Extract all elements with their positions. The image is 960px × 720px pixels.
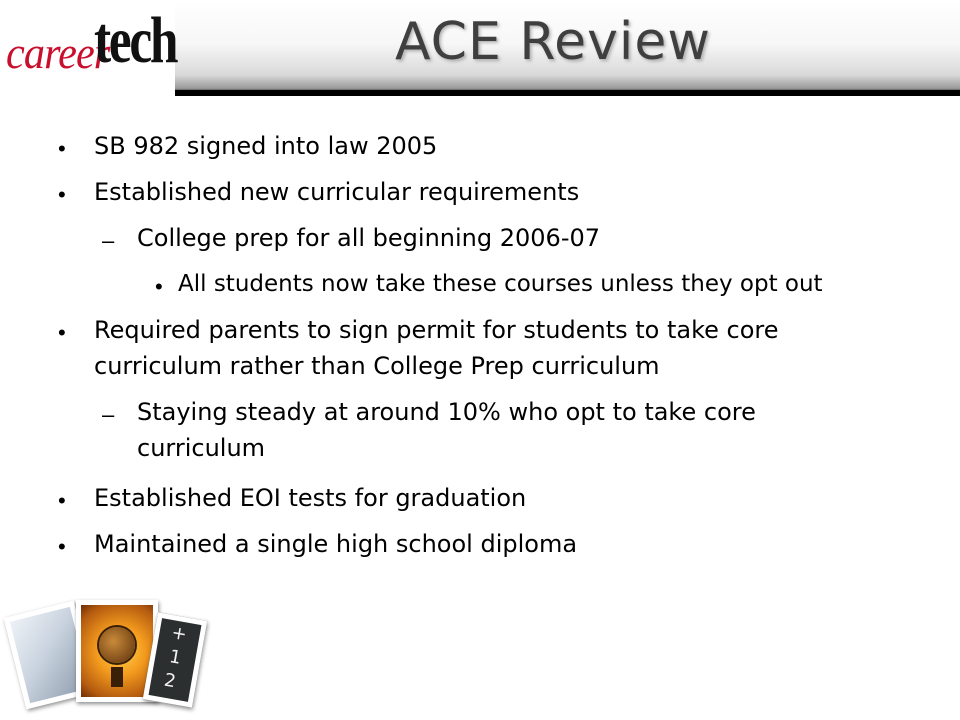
bullet-item: Maintained a single high school diploma: [94, 530, 578, 558]
logo-career-text: career: [6, 27, 110, 78]
header-divider: [175, 90, 960, 96]
sub-bullet-item: Staying steady at around 10% who opt to take core curriculum: [137, 398, 756, 462]
bullet-marker: •: [58, 488, 66, 513]
bullet-marker: •: [58, 136, 66, 161]
bullet-marker: •: [58, 534, 66, 559]
logo-tech-text: tech: [94, 4, 177, 77]
chalk-two: 2: [162, 669, 178, 693]
sub-sub-bullet-item: All students now take these courses unless they opt out: [178, 271, 823, 297]
photo-collage: [0, 592, 220, 720]
bullet-marker: •: [155, 274, 163, 299]
chalk-plus: +: [169, 622, 189, 646]
globe-icon: [99, 627, 135, 663]
bullet-item: SB 982 signed into law 2005: [94, 132, 438, 160]
bullet-marker: •: [58, 182, 66, 207]
bullet-item: Required parents to sign permit for students to take core curriculum rather than College Prep curriculum: [94, 316, 779, 380]
bullet-item: Established new curricular requirements: [94, 178, 580, 206]
bullet-item: Established EOI tests for graduation: [94, 484, 527, 512]
globe-stand: [111, 667, 123, 687]
sub-bullet-item: College prep for all beginning 2006-07: [137, 224, 601, 252]
slide-title: ACE Review: [395, 12, 711, 72]
dash-marker: –: [102, 228, 115, 253]
chalk-one: 1: [167, 646, 183, 669]
careertech-logo: [0, 0, 175, 96]
dash-marker: –: [102, 402, 115, 427]
bullet-marker: •: [58, 320, 66, 345]
